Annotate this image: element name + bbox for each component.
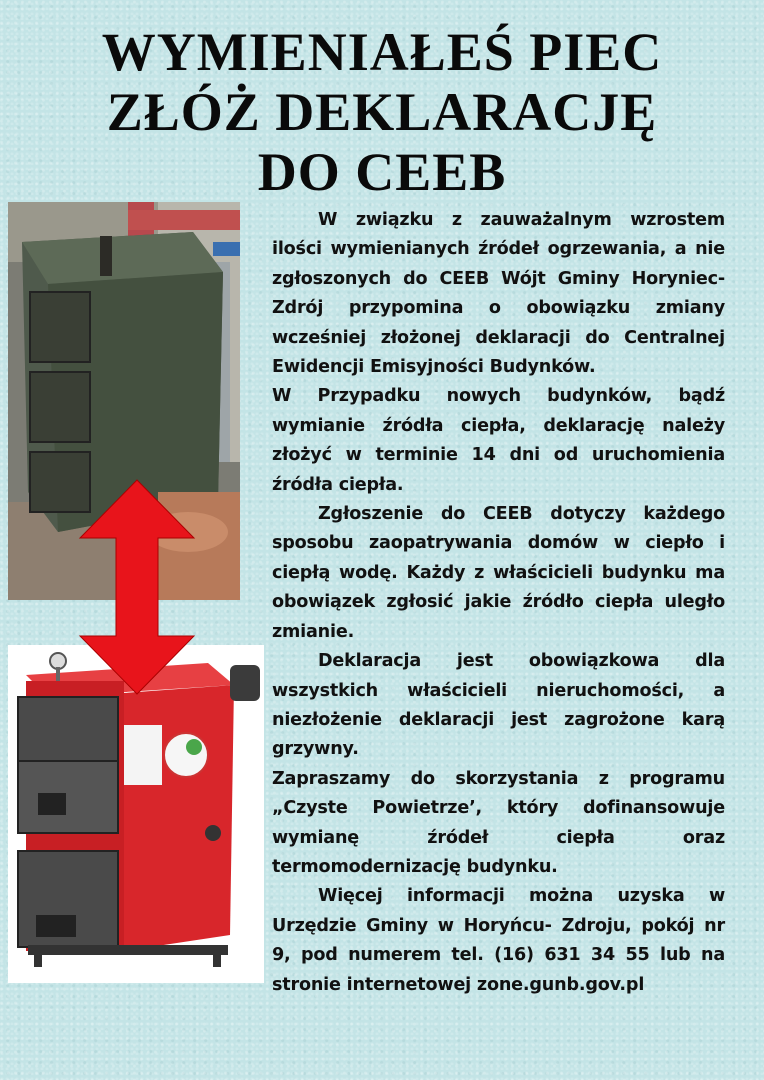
poster-title: [0, 22, 764, 202]
paragraph-4: Deklaracja jest obowiązkowa dla wszystkich właścicieli nieruchomości, a niezłożenie deklaracji jest zagrożone karą grzywny.: [272, 651, 725, 760]
title-line-2: ZŁÓŻ DEKLARACJĘ: [106, 82, 658, 142]
paragraph-1: W związku z zauważalnym wzrostem ilości wymienianych źródeł ogrzewania, a nie zgłoszonych do CEEB Wójt Gminy Horyniec-Zdrój przypomina o obowiązku zmiany wcześniej złożonej deklaracji do Centralnej Ewidencji Emisyjności Budynków.: [272, 210, 725, 378]
paragraph-2: W Przypadku nowych budynków, bądź wymianie źródła ciepła, deklarację należy złożyć w terminie 14 dni od uruchomienia źródła ciepła.: [272, 386, 725, 495]
double-arrow-icon: [78, 478, 196, 696]
title-line-3: DO CEEB: [257, 142, 507, 202]
announcement-text: [272, 206, 725, 1000]
paragraph-5: Zapraszamy do skorzystania z programu „Czyste Powietrze’, który dofinansowuje wymianę źródeł ciepła oraz termomodernizację budynku.: [272, 768, 725, 877]
title-line-1: WYMIENIAŁEŚ PIEC: [101, 22, 663, 82]
paragraph-3: Zgłoszenie do CEEB dotyczy każdego sposobu zaopatrywania domów w ciepło i ciepłą wodę. Każdy z właścicieli budynku ma obowiązek zgłosić jakie źródło ciepła uległo zmianie.: [272, 504, 725, 642]
paragraph-6: Więcej informacji można uzyska w Urzędzie Gminy w Horyńcu- Zdroju, pokój nr 9, pod numerem tel. (16) 631 34 55 lub na stronie internetowej zone.gunb.gov.pl: [272, 886, 725, 995]
